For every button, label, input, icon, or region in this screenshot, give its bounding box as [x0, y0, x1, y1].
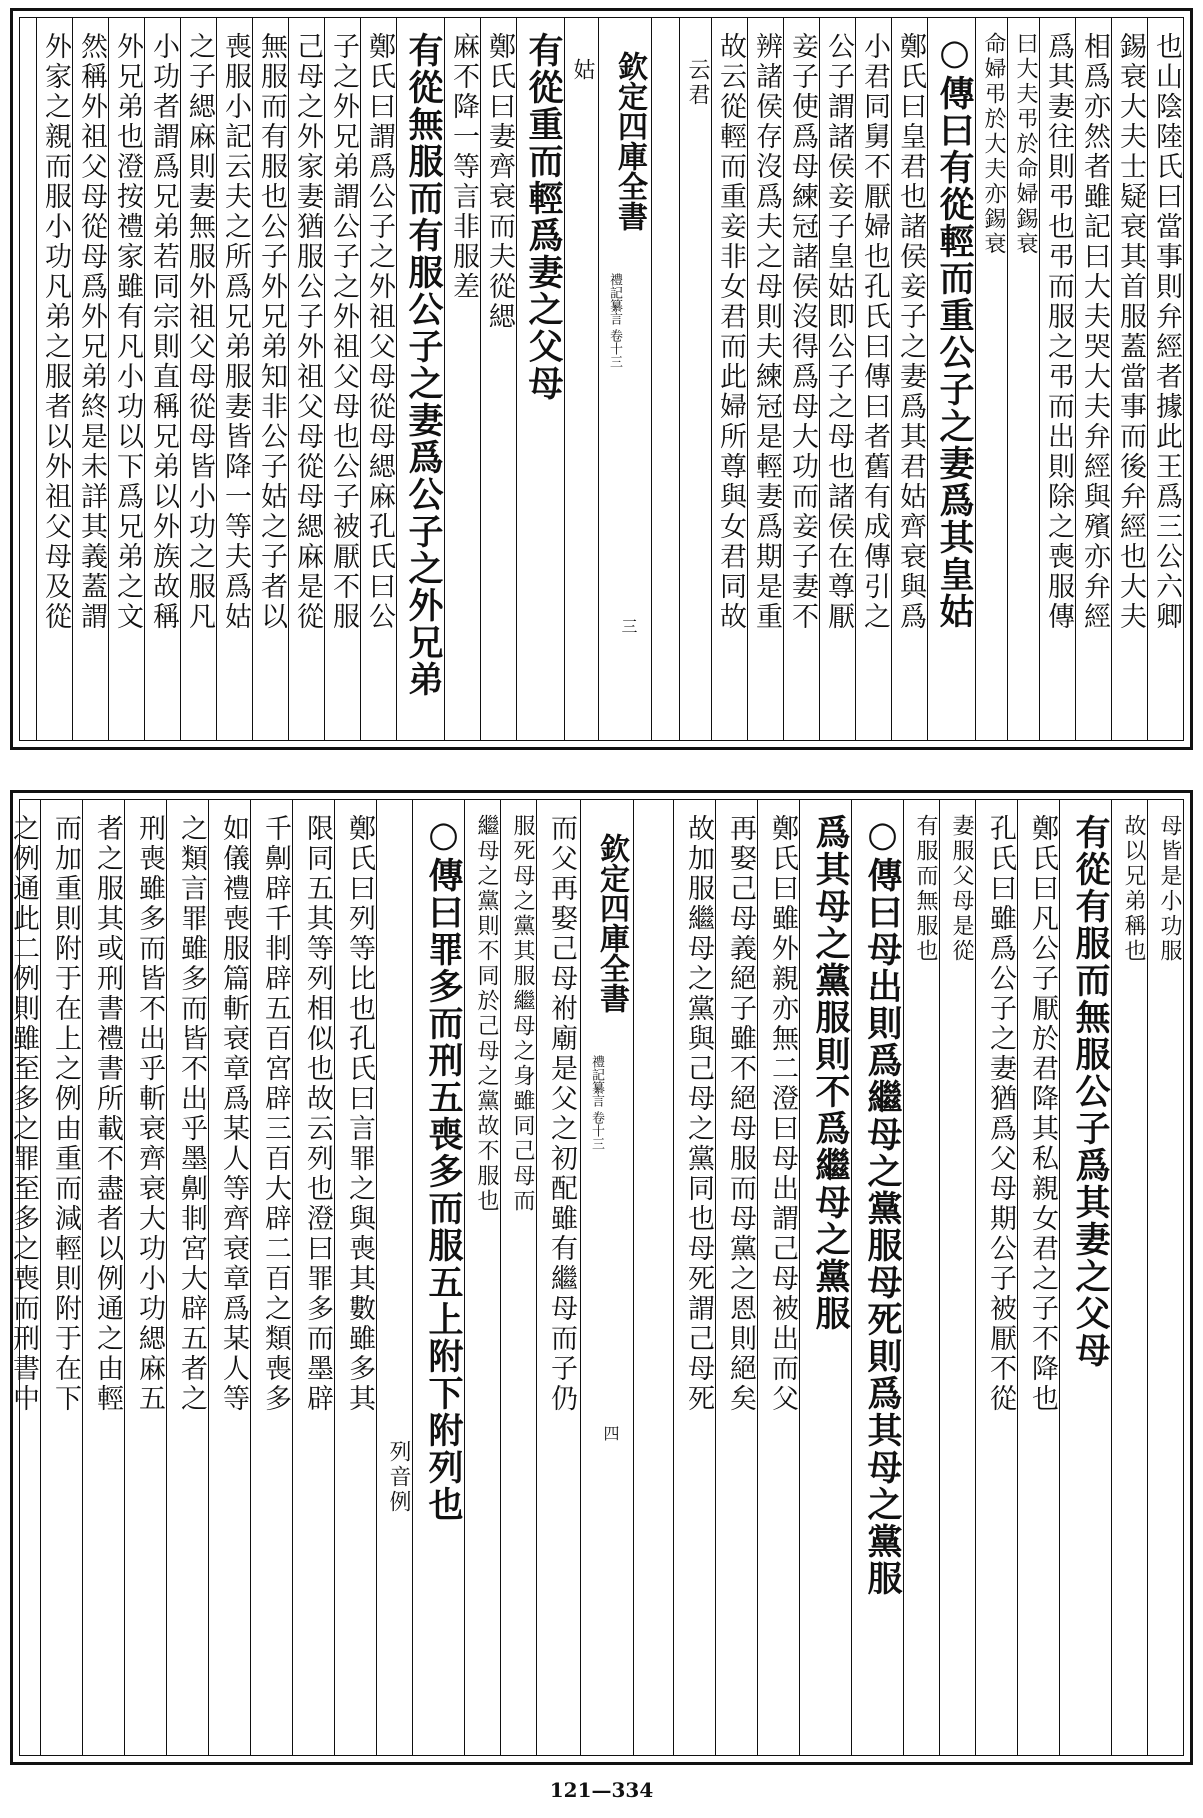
top-page-text-column: 辨諸侯存沒爲夫之母則夫練冠是輕妻爲期是重	[751, 32, 782, 632]
column-rule	[480, 18, 481, 740]
column-rule	[564, 18, 565, 740]
bottom-gutter-book-title: 欽定四庫全書	[594, 833, 629, 1013]
top-page-text-column: 命婦弔於大夫亦錫衰	[981, 32, 1006, 257]
column-rule	[180, 18, 181, 740]
top-page	[10, 8, 1193, 750]
column-rule	[464, 800, 465, 1755]
bottom-page-text-column: 鄭氏曰列等比也孔氏曰言罪之與喪其數雖多其	[344, 814, 375, 1414]
column-rule	[82, 800, 83, 1755]
top-page-text-column: 故云從輕而重妾非女君而此婦所尊與女君同故	[715, 32, 746, 632]
column-rule	[679, 18, 680, 740]
column-rule	[1147, 800, 1148, 1755]
column-rule	[927, 18, 928, 740]
column-rule	[208, 800, 209, 1755]
bottom-page-text-column: 妻服父母是從	[949, 814, 974, 964]
top-page-text-column: 己母之外家妻猶服公子外祖父母從母緦麻是從	[292, 32, 323, 632]
column-rule	[1147, 18, 1148, 740]
top-page-text-column: 云君	[685, 58, 710, 108]
column-rule	[324, 18, 325, 740]
bottom-page	[10, 790, 1193, 1765]
top-page-text-column: 然稱外祖父母從母爲外兄弟終是未詳其義蓋謂	[76, 32, 107, 632]
top-page-text-column: 也山陰陸氏曰當事則弁經者據此王爲三公六卿	[1151, 32, 1182, 632]
column-rule	[216, 18, 217, 740]
top-gutter-book-title: 欽定四庫全書	[612, 51, 647, 231]
column-rule	[891, 18, 892, 740]
column-rule	[166, 800, 167, 1755]
column-rule	[747, 18, 748, 740]
top-page-text-column: 子之外兄弟謂公子之外祖父母也公子被厭不服	[328, 32, 359, 632]
column-rule	[1017, 800, 1018, 1755]
top-page-text-column: 相爲亦然者雖記曰大夫哭大夫弁經與殯亦弁經	[1079, 32, 1110, 632]
column-rule	[252, 18, 253, 740]
bottom-page-text-column: 故以兄弟稱也	[1121, 814, 1146, 964]
column-rule	[536, 800, 537, 1755]
top-page-text-column: 錫衰大夫士疑衰其首服蓋當事而後弁經也大夫	[1115, 32, 1146, 632]
bottom-gutter-sub-title: 禮記纂言 卷十三	[589, 1055, 604, 1151]
top-page-text-column: 喪服小記云夫之所爲兄弟服妻皆降一等夫爲姑	[220, 32, 251, 632]
column-rule	[72, 18, 73, 740]
bottom-page-text-column: 而加重則附于在上之例由重而減輕則附于在下	[50, 814, 81, 1414]
column-rule	[1039, 18, 1040, 740]
bottom-gutter-page-number: 四	[601, 1425, 620, 1441]
column-rule	[444, 18, 445, 740]
column-rule	[715, 800, 716, 1755]
top-gutter-page-number: 三	[619, 618, 638, 634]
top-page-text-column: 有從無服而有服公子之妻爲公子之外兄弟	[403, 32, 444, 698]
top-page-text-column: 之子緦麻則妻無服外祖父母從母皆小功之服凡	[184, 32, 215, 632]
bottom-page-text-column: 列音例	[386, 1440, 411, 1515]
top-page-text-column: 外兄弟也澄按禮家雖有凡小功以下爲兄弟之文	[112, 32, 143, 632]
column-rule	[250, 800, 251, 1755]
column-rule	[757, 800, 758, 1755]
bottom-page-text-column: 再娶己母義絕子雖不絕母服而母黨之恩則絕矣	[725, 814, 756, 1414]
top-page-text-column: 爲其妻往則弔也弔而服之弔而出則除之喪服傳	[1043, 32, 1074, 632]
column-rule	[855, 18, 856, 740]
column-rule	[396, 18, 397, 740]
column-rule	[975, 18, 976, 740]
column-rule	[292, 800, 293, 1755]
column-rule	[376, 800, 377, 1755]
bottom-page-text-column: 鄭氏曰凡公子厭於君降其私親女君之子不降也	[1027, 814, 1058, 1414]
column-rule	[903, 800, 904, 1755]
column-rule	[40, 800, 41, 1755]
bottom-page-text-column: 母皆是小功服	[1157, 814, 1182, 964]
bottom-page-text-column: 服死母之黨其服繼母之身雖同己母而	[510, 814, 535, 1214]
bottom-page-text-column: 有服而無服也	[913, 814, 938, 964]
column-rule	[975, 800, 976, 1755]
bottom-page-text-column: 之例通此二例則雖至多之罪至多之喪而刑書中	[8, 814, 39, 1414]
top-page-text-column: 鄭氏曰妻齊衰而夫從緦	[484, 32, 515, 332]
top-gutter-sub-title: 禮記纂言 卷十三	[607, 273, 622, 369]
top-page-text-column: 有從重而輕爲妻之父母	[523, 32, 564, 402]
top-page-text-column: 小君同舅不厭婦也孔氏曰傳曰者舊有成傳引之	[859, 32, 890, 632]
bottom-gutter	[580, 800, 634, 1755]
column-rule	[144, 18, 145, 740]
top-page-text-column: 外家之親而服小功凡弟之服者以外祖父母及從	[40, 32, 71, 632]
bottom-page-text-column: 爲其母之黨服則不爲繼母之黨服	[810, 814, 851, 1332]
top-page-text-column: 無服而有服也公子外兄弟知非公子姑之子者以	[256, 32, 287, 632]
bottom-page-text-column: ○傳曰罪多而刑五喪多而服五上附下附列也	[423, 814, 464, 1523]
bottom-page-frame	[8, 799, 1184, 1756]
top-page-text-column: 小功者謂爲兄弟若同宗則直稱兄弟以外族故稱	[148, 32, 179, 632]
column-rule	[36, 18, 37, 740]
bottom-page-text-column: 有從有服而無服公子爲其妻之父母	[1070, 814, 1111, 1369]
column-rule	[783, 18, 784, 740]
column-rule	[819, 18, 820, 740]
column-rule	[799, 800, 800, 1755]
column-rule	[1059, 800, 1060, 1755]
bottom-page-text-column: 之類言罪雖多而皆不出乎墨劓剕宮大辟五者之	[176, 814, 207, 1414]
top-page-text-column: ○傳曰有從輕而重公子之妻爲其皇姑	[934, 32, 975, 630]
top-page-text-column: 公子謂諸侯妾子皇姑即公子之母也諸侯在尊厭	[823, 32, 854, 632]
bottom-page-text-column: 孔氏曰雖爲公子之妻猶爲父母期公子被厭不從	[985, 814, 1016, 1414]
column-rule	[288, 18, 289, 740]
column-rule	[673, 800, 674, 1755]
top-page-text-column: 鄭氏曰謂爲公子之外祖父母從母緦麻孔氏曰公	[364, 32, 395, 632]
bottom-page-text-column: 刑喪雖多而皆不出乎斬衰齊衰大功小功緦麻五	[134, 814, 165, 1414]
top-page-text-column: 鄭氏曰皇君也諸侯妾子之妻爲其君姑齊衰與爲	[895, 32, 926, 632]
bottom-page-text-column: 限同五其等列相似也故云列也澄曰罪多而墨辟	[302, 814, 333, 1414]
top-page-text-column: 姑	[570, 58, 595, 83]
top-page-text-column: 妾子使爲母練冠諸侯沒得爲母大功而妾子妻不	[787, 32, 818, 632]
column-rule	[1007, 18, 1008, 740]
column-rule	[851, 800, 852, 1755]
column-rule	[516, 18, 517, 740]
column-rule	[1111, 18, 1112, 740]
bottom-page-text-column: ○傳曰母出則爲繼母之黨服母死則爲其母之黨服	[862, 814, 903, 1597]
column-rule	[360, 18, 361, 740]
column-rule	[124, 800, 125, 1755]
column-rule	[108, 18, 109, 740]
page-footer-number: 121—334	[549, 1778, 654, 1802]
top-page-text-column: 麻不降一等言非服差	[448, 32, 479, 302]
bottom-page-text-column: 繼母之黨則不同於己母之黨故不服也	[474, 814, 499, 1214]
column-rule	[412, 800, 413, 1755]
bottom-page-text-column: 而父再娶己母祔廟是父之初配雖有繼母而子仍	[546, 814, 577, 1414]
bottom-page-text-column: 故加服繼母之黨與己母之黨同也母死謂己母死	[683, 814, 714, 1414]
top-gutter	[598, 18, 652, 740]
bottom-page-text-column: 千劓辟千剕辟五百宮辟三百大辟二百之類喪多	[260, 814, 291, 1414]
bottom-page-text-column: 如儀禮喪服篇斬衰章爲某人等齊衰章爲某人等	[218, 814, 249, 1414]
column-rule	[939, 800, 940, 1755]
top-page-text-column: 曰大夫弔於命婦錫衰	[1013, 32, 1038, 257]
column-rule	[1111, 800, 1112, 1755]
bottom-page-text-column: 者之服其或刑書禮書所載不盡者以例通之由輕	[92, 814, 123, 1414]
bottom-page-text-column: 鄭氏曰雖外親亦無二澄曰母出謂己母被出而父	[767, 814, 798, 1414]
column-rule	[500, 800, 501, 1755]
column-rule	[1075, 18, 1076, 740]
column-rule	[711, 18, 712, 740]
top-page-frame	[19, 17, 1184, 741]
column-rule	[334, 800, 335, 1755]
